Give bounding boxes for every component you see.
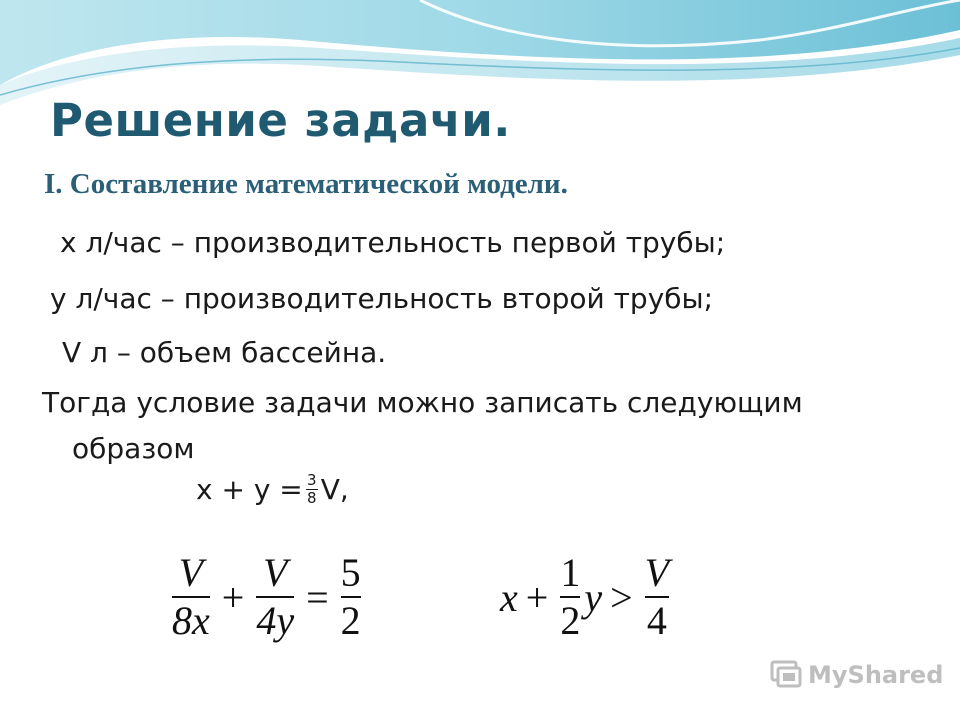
- eq2-fraction-2: [256, 552, 294, 642]
- eq2-f3-num: 5: [340, 550, 361, 595]
- eq1-frac-den: 8: [306, 489, 317, 507]
- eq2-fraction-1: [172, 552, 210, 642]
- eq3-f2-den: 4: [646, 598, 667, 643]
- watermark-text: MyShared: [808, 661, 944, 689]
- text-line-pipe1: x л/час – производительность первой трубы;: [60, 226, 726, 259]
- eq2-plus: +: [221, 574, 245, 620]
- section-heading: I. Составление математической модели.: [44, 168, 568, 200]
- eq2-f2-den: 4y: [256, 598, 295, 643]
- eq2-f3-den: 2: [340, 598, 361, 643]
- eq1-left: x + y =: [196, 473, 303, 506]
- eq3-f1-num: 1: [560, 550, 581, 595]
- eq3-f1-den: 2: [560, 598, 581, 643]
- text-line-condition: Тогда условие задачи можно записать следующим: [42, 386, 803, 419]
- inequality-rate: [500, 552, 673, 642]
- eq2-fraction-3: [341, 552, 361, 642]
- eq2-f2-num: V: [262, 550, 288, 595]
- eq3-fraction-1: [560, 552, 580, 642]
- slide-title: Решение задачи.: [50, 94, 511, 147]
- eq3-plus: +: [525, 574, 549, 620]
- equation-time-sum: [168, 552, 365, 642]
- eq2-equals: =: [306, 574, 329, 620]
- myshared-logo-icon: [770, 660, 802, 690]
- myshared-watermark: [770, 660, 943, 690]
- text-line-condition-cont: образом: [72, 432, 195, 465]
- text-line-volume: V л – объем бассейна.: [62, 336, 387, 369]
- eq3-x: x: [500, 574, 518, 620]
- eq1-right: V,: [320, 473, 349, 506]
- equation-sum-rate: [196, 472, 349, 507]
- eq1-fraction: [306, 472, 318, 507]
- eq3-f2-num: V: [644, 550, 670, 595]
- text-line-pipe2: y л/час – производительность второй трубы;: [50, 282, 714, 315]
- eq2-f1-num: V: [178, 550, 204, 595]
- eq3-y: y: [584, 574, 603, 620]
- eq2-f1-den: 8x: [172, 598, 210, 643]
- eq3-fraction-2: [645, 552, 669, 642]
- eq1-frac-num: 3: [306, 471, 317, 489]
- eq3-gt: >: [610, 574, 633, 620]
